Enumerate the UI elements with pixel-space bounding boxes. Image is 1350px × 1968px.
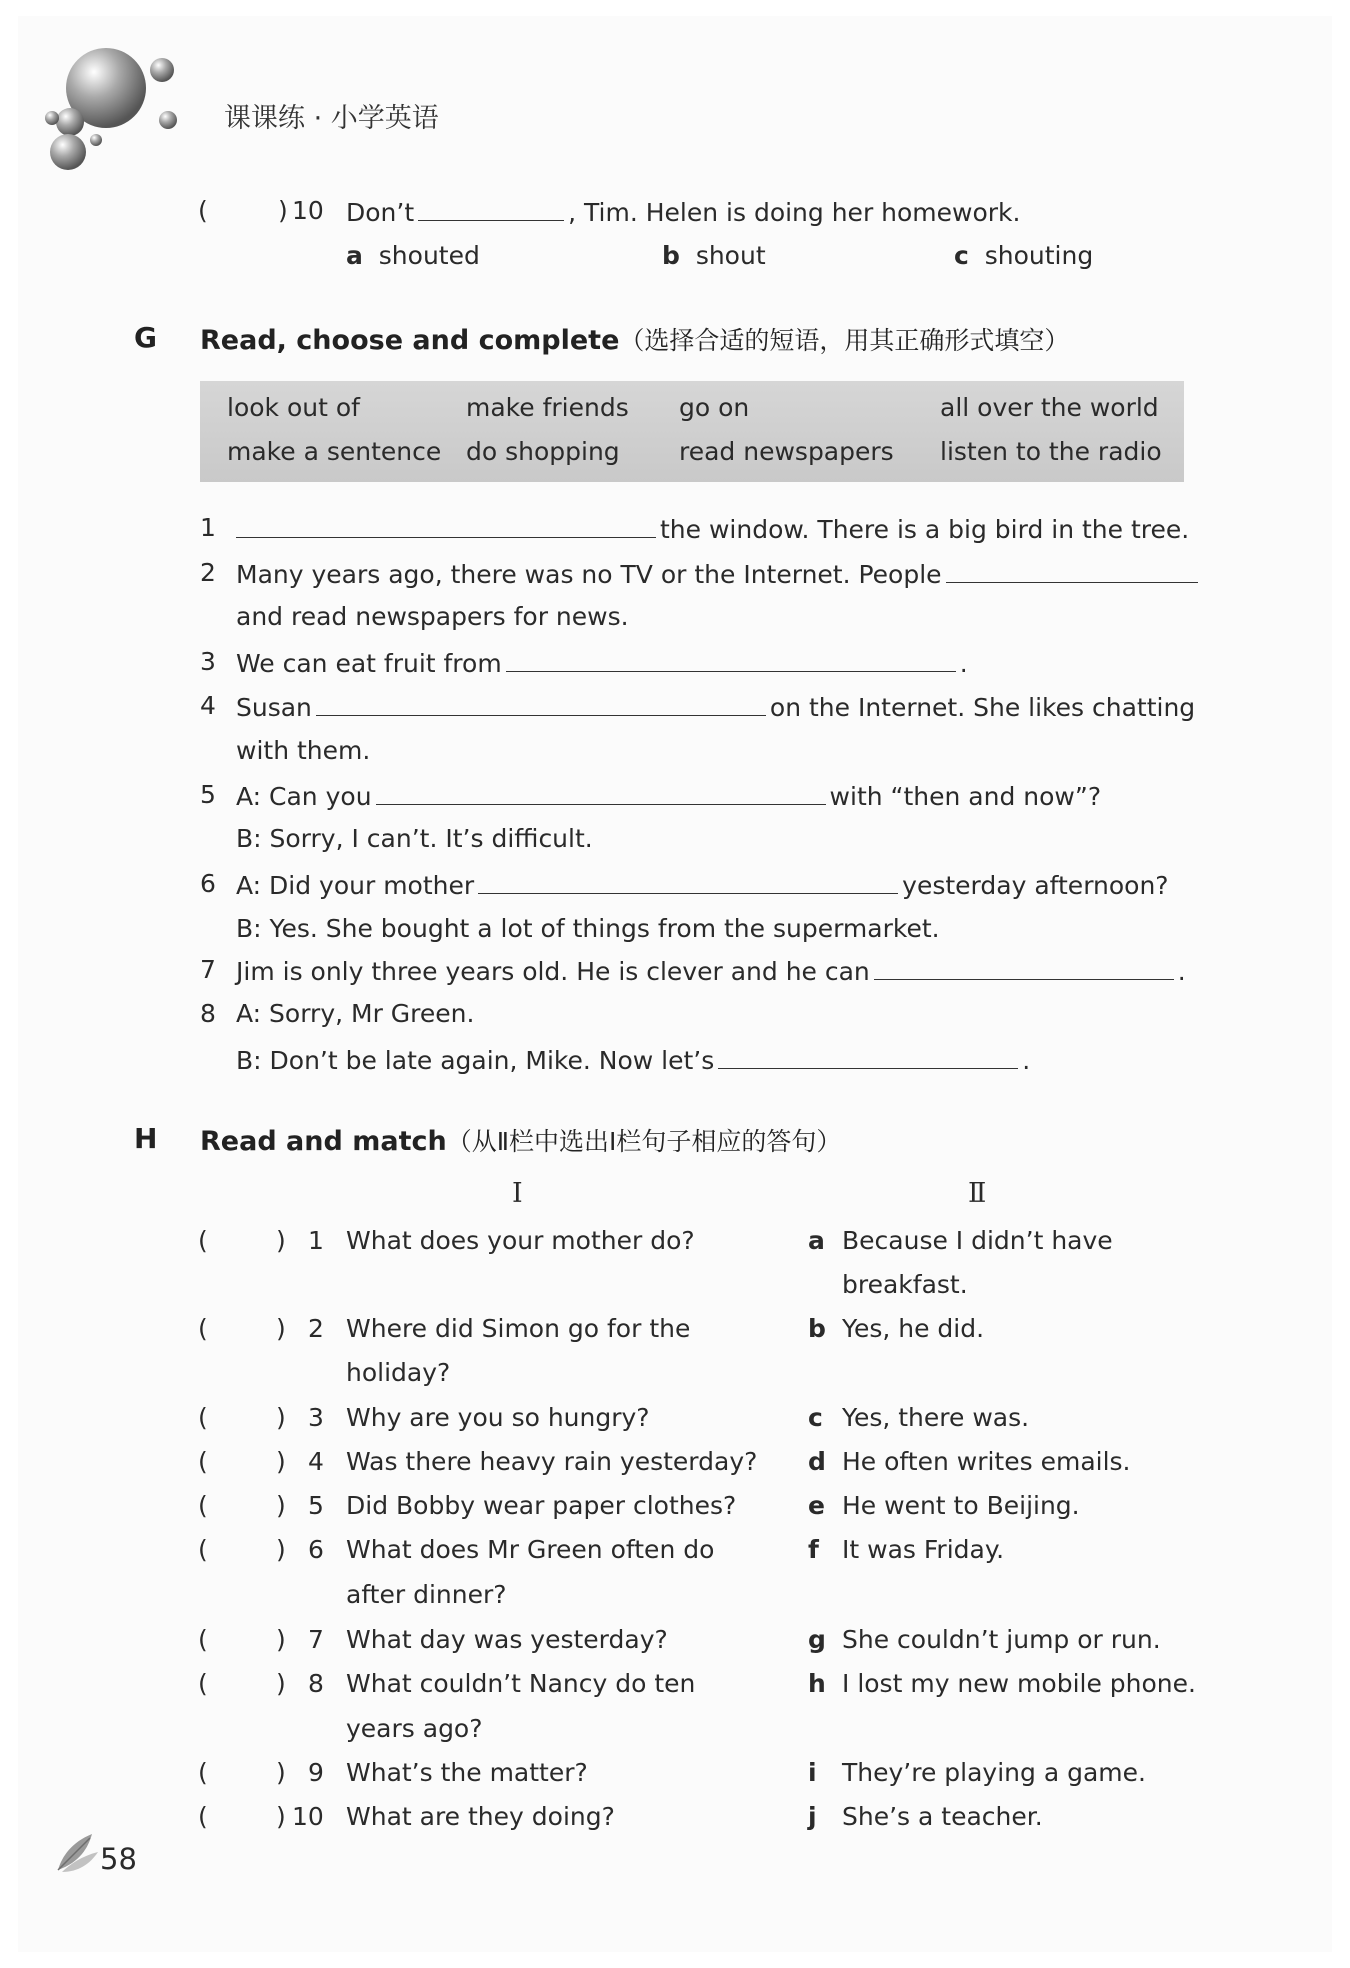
- match-answer-text: I lost my new mobile phone.: [842, 1669, 1196, 1698]
- g-item-4: Susan on the Internet. She likes chatting: [236, 693, 1196, 722]
- match-question-text-line2: after dinner?: [346, 1580, 507, 1609]
- paren-open: (: [198, 1226, 208, 1255]
- option-c: c shouting: [954, 241, 1094, 270]
- g-item-4-line2: with them.: [236, 736, 371, 765]
- paren-close: ): [276, 1491, 286, 1520]
- g-item-number: 7: [200, 955, 216, 984]
- option-b: b shout: [662, 241, 766, 270]
- match-answer-letter: f: [808, 1535, 819, 1564]
- answer-blank[interactable]: [506, 647, 956, 672]
- match-answer-letter: e: [808, 1491, 825, 1520]
- question-number: 10: [292, 196, 324, 225]
- paren-open: (: [198, 1403, 208, 1432]
- match-answer-text: He often writes emails.: [842, 1447, 1131, 1476]
- match-answer-text: They’re playing a game.: [842, 1758, 1146, 1787]
- match-answer-text: She’s a teacher.: [842, 1802, 1043, 1831]
- match-answer-letter: d: [808, 1447, 826, 1476]
- column-i-header: Ⅰ: [512, 1178, 523, 1209]
- answer-blank[interactable]: [376, 780, 826, 805]
- question-text-after: , Tim. Helen is doing her homework.: [568, 198, 1021, 227]
- paren-open: (: [198, 1535, 208, 1564]
- g-item-2: Many years ago, there was no TV or the Internet. People: [236, 558, 1202, 590]
- match-question-text: Where did Simon go for the: [346, 1314, 691, 1343]
- phrase-look-out-of: look out of: [227, 393, 360, 422]
- section-h-title: Read and match: [200, 1126, 447, 1157]
- match-question-number: 5: [308, 1491, 324, 1520]
- paren-close: ): [276, 1314, 286, 1343]
- match-answer-text: Because I didn’t have: [842, 1226, 1113, 1255]
- match-question-text: Was there heavy rain yesterday?: [346, 1447, 758, 1476]
- leaf-icon: [54, 1830, 100, 1874]
- phrase-make-friends: make friends: [466, 393, 629, 422]
- g-item-1: the window. There is a big bird in the tree.: [236, 513, 1189, 545]
- match-answer-letter: a: [808, 1226, 825, 1255]
- page-number: 58: [100, 1842, 137, 1876]
- answer-blank[interactable]: [418, 196, 564, 221]
- section-h-letter: H: [134, 1122, 158, 1155]
- match-question-text: Did Bobby wear paper clothes?: [346, 1491, 737, 1520]
- section-g-subtitle: （选择合适的短语，用其正确形式填空）: [619, 326, 1070, 355]
- match-question-text-line2: years ago?: [346, 1714, 483, 1743]
- g-item-number: 4: [200, 691, 216, 720]
- match-answer-letter: g: [808, 1625, 826, 1654]
- match-question-number: 4: [308, 1447, 324, 1476]
- paren-close: ): [276, 1625, 286, 1654]
- match-answer-text: She couldn’t jump or run.: [842, 1625, 1161, 1654]
- paren-close: ): [276, 1758, 286, 1787]
- paren-open: (: [198, 1758, 208, 1787]
- phrase-do-shopping: do shopping: [466, 437, 620, 466]
- g-item-number: 3: [200, 647, 216, 676]
- section-h-heading: [200, 1122, 841, 1158]
- match-question-number: 1: [308, 1226, 324, 1255]
- match-question-text: What couldn’t Nancy do ten: [346, 1669, 696, 1698]
- match-answer-text: Yes, he did.: [842, 1314, 985, 1343]
- phrase-read-newspapers: read newspapers: [679, 437, 894, 466]
- match-answer-letter: j: [808, 1802, 817, 1831]
- match-question-text: What does Mr Green often do: [346, 1535, 715, 1564]
- paren-open: (: [198, 1669, 208, 1698]
- question-text: [346, 196, 1020, 228]
- phrase-all-over-the-world: all over the world: [940, 393, 1159, 422]
- g-item-6: A: Did your mother yesterday afternoon?: [236, 871, 1169, 900]
- match-question-text-line2: holiday?: [346, 1358, 451, 1387]
- question-text-before: Don’t: [346, 198, 415, 227]
- match-question-number: 7: [308, 1625, 324, 1654]
- phrase-listen-to-the-radio: listen to the radio: [940, 437, 1162, 466]
- g-item-2-line2: and read newspapers for news.: [236, 602, 629, 631]
- g-item-5-line2: B: Sorry, I can’t. It’s difficult.: [236, 824, 593, 853]
- paren-open: (: [198, 1802, 208, 1831]
- match-question-text: What are they doing?: [346, 1802, 615, 1831]
- match-answer-text: It was Friday.: [842, 1535, 1005, 1564]
- match-question-text: What’s the matter?: [346, 1758, 588, 1787]
- paren-close: ): [276, 1403, 286, 1432]
- match-question-number: 3: [308, 1403, 324, 1432]
- answer-blank[interactable]: [874, 955, 1174, 980]
- g-item-8: A: Sorry, Mr Green.: [236, 999, 475, 1028]
- answer-blank[interactable]: [478, 869, 898, 894]
- section-h-subtitle: （从Ⅱ栏中选出Ⅰ栏句子相应的答句）: [446, 1127, 842, 1156]
- answer-blank[interactable]: [316, 691, 766, 716]
- paren-close: ): [276, 1802, 286, 1831]
- g-item-3: We can eat fruit from .: [236, 649, 968, 678]
- match-answer-letter: i: [808, 1758, 817, 1787]
- paren-close: ): [276, 1226, 286, 1255]
- g-item-8-line2: B: Don’t be late again, Mike. Now let’s .: [236, 1046, 1031, 1075]
- g-item-number: 8: [200, 999, 216, 1028]
- paren-open: (: [198, 1447, 208, 1476]
- paren-close: ): [276, 1447, 286, 1476]
- section-g-heading: [200, 321, 1069, 357]
- match-answer-letter: h: [808, 1669, 826, 1698]
- match-question-number: 9: [308, 1758, 324, 1787]
- phrase-go-on: go on: [679, 393, 750, 422]
- match-question-number: 10: [292, 1802, 324, 1831]
- match-question-text: What day was yesterday?: [346, 1625, 668, 1654]
- g-item-number: 6: [200, 869, 216, 898]
- g-item-number: 1: [200, 513, 216, 542]
- option-a: a shouted: [346, 241, 480, 270]
- g-item-6-line2: B: Yes. She bought a lot of things from the supermarket.: [236, 914, 940, 943]
- match-question-number: 2: [308, 1314, 324, 1343]
- match-answer-text-line2: breakfast.: [842, 1270, 968, 1299]
- match-answer-text: Yes, there was.: [842, 1403, 1030, 1432]
- phrase-box: [200, 381, 1184, 482]
- paren-open: (: [198, 1625, 208, 1654]
- header-title: 课课练 · 小学英语: [224, 103, 439, 134]
- paren-open: (: [198, 196, 208, 225]
- match-question-number: 6: [308, 1535, 324, 1564]
- g-item-number: 5: [200, 780, 216, 809]
- answer-blank[interactable]: [718, 1044, 1018, 1069]
- section-g-letter: G: [134, 321, 157, 354]
- g-item-5: A: Can you with “then and now”?: [236, 782, 1102, 811]
- match-answer-text: He went to Beijing.: [842, 1491, 1080, 1520]
- column-ii-header: Ⅱ: [968, 1178, 987, 1209]
- paren-close: ): [276, 1669, 286, 1698]
- match-question-text: What does your mother do?: [346, 1226, 695, 1255]
- match-question-text: Why are you so hungry?: [346, 1403, 650, 1432]
- answer-blank[interactable]: [236, 513, 656, 538]
- bubbles-logo-icon: [40, 40, 190, 175]
- paren-close: ): [278, 196, 288, 225]
- answer-blank[interactable]: [946, 558, 1198, 583]
- g-item-7: Jim is only three years old. He is clever and he can .: [236, 957, 1186, 986]
- match-question-number: 8: [308, 1669, 324, 1698]
- section-g-title: Read, choose and complete: [200, 325, 620, 356]
- phrase-make-a-sentence: make a sentence: [227, 437, 442, 466]
- paren-open: (: [198, 1491, 208, 1520]
- match-answer-letter: c: [808, 1403, 823, 1432]
- paren-open: (: [198, 1314, 208, 1343]
- match-answer-letter: b: [808, 1314, 826, 1343]
- paren-close: ): [276, 1535, 286, 1564]
- g-item-number: 2: [200, 558, 216, 587]
